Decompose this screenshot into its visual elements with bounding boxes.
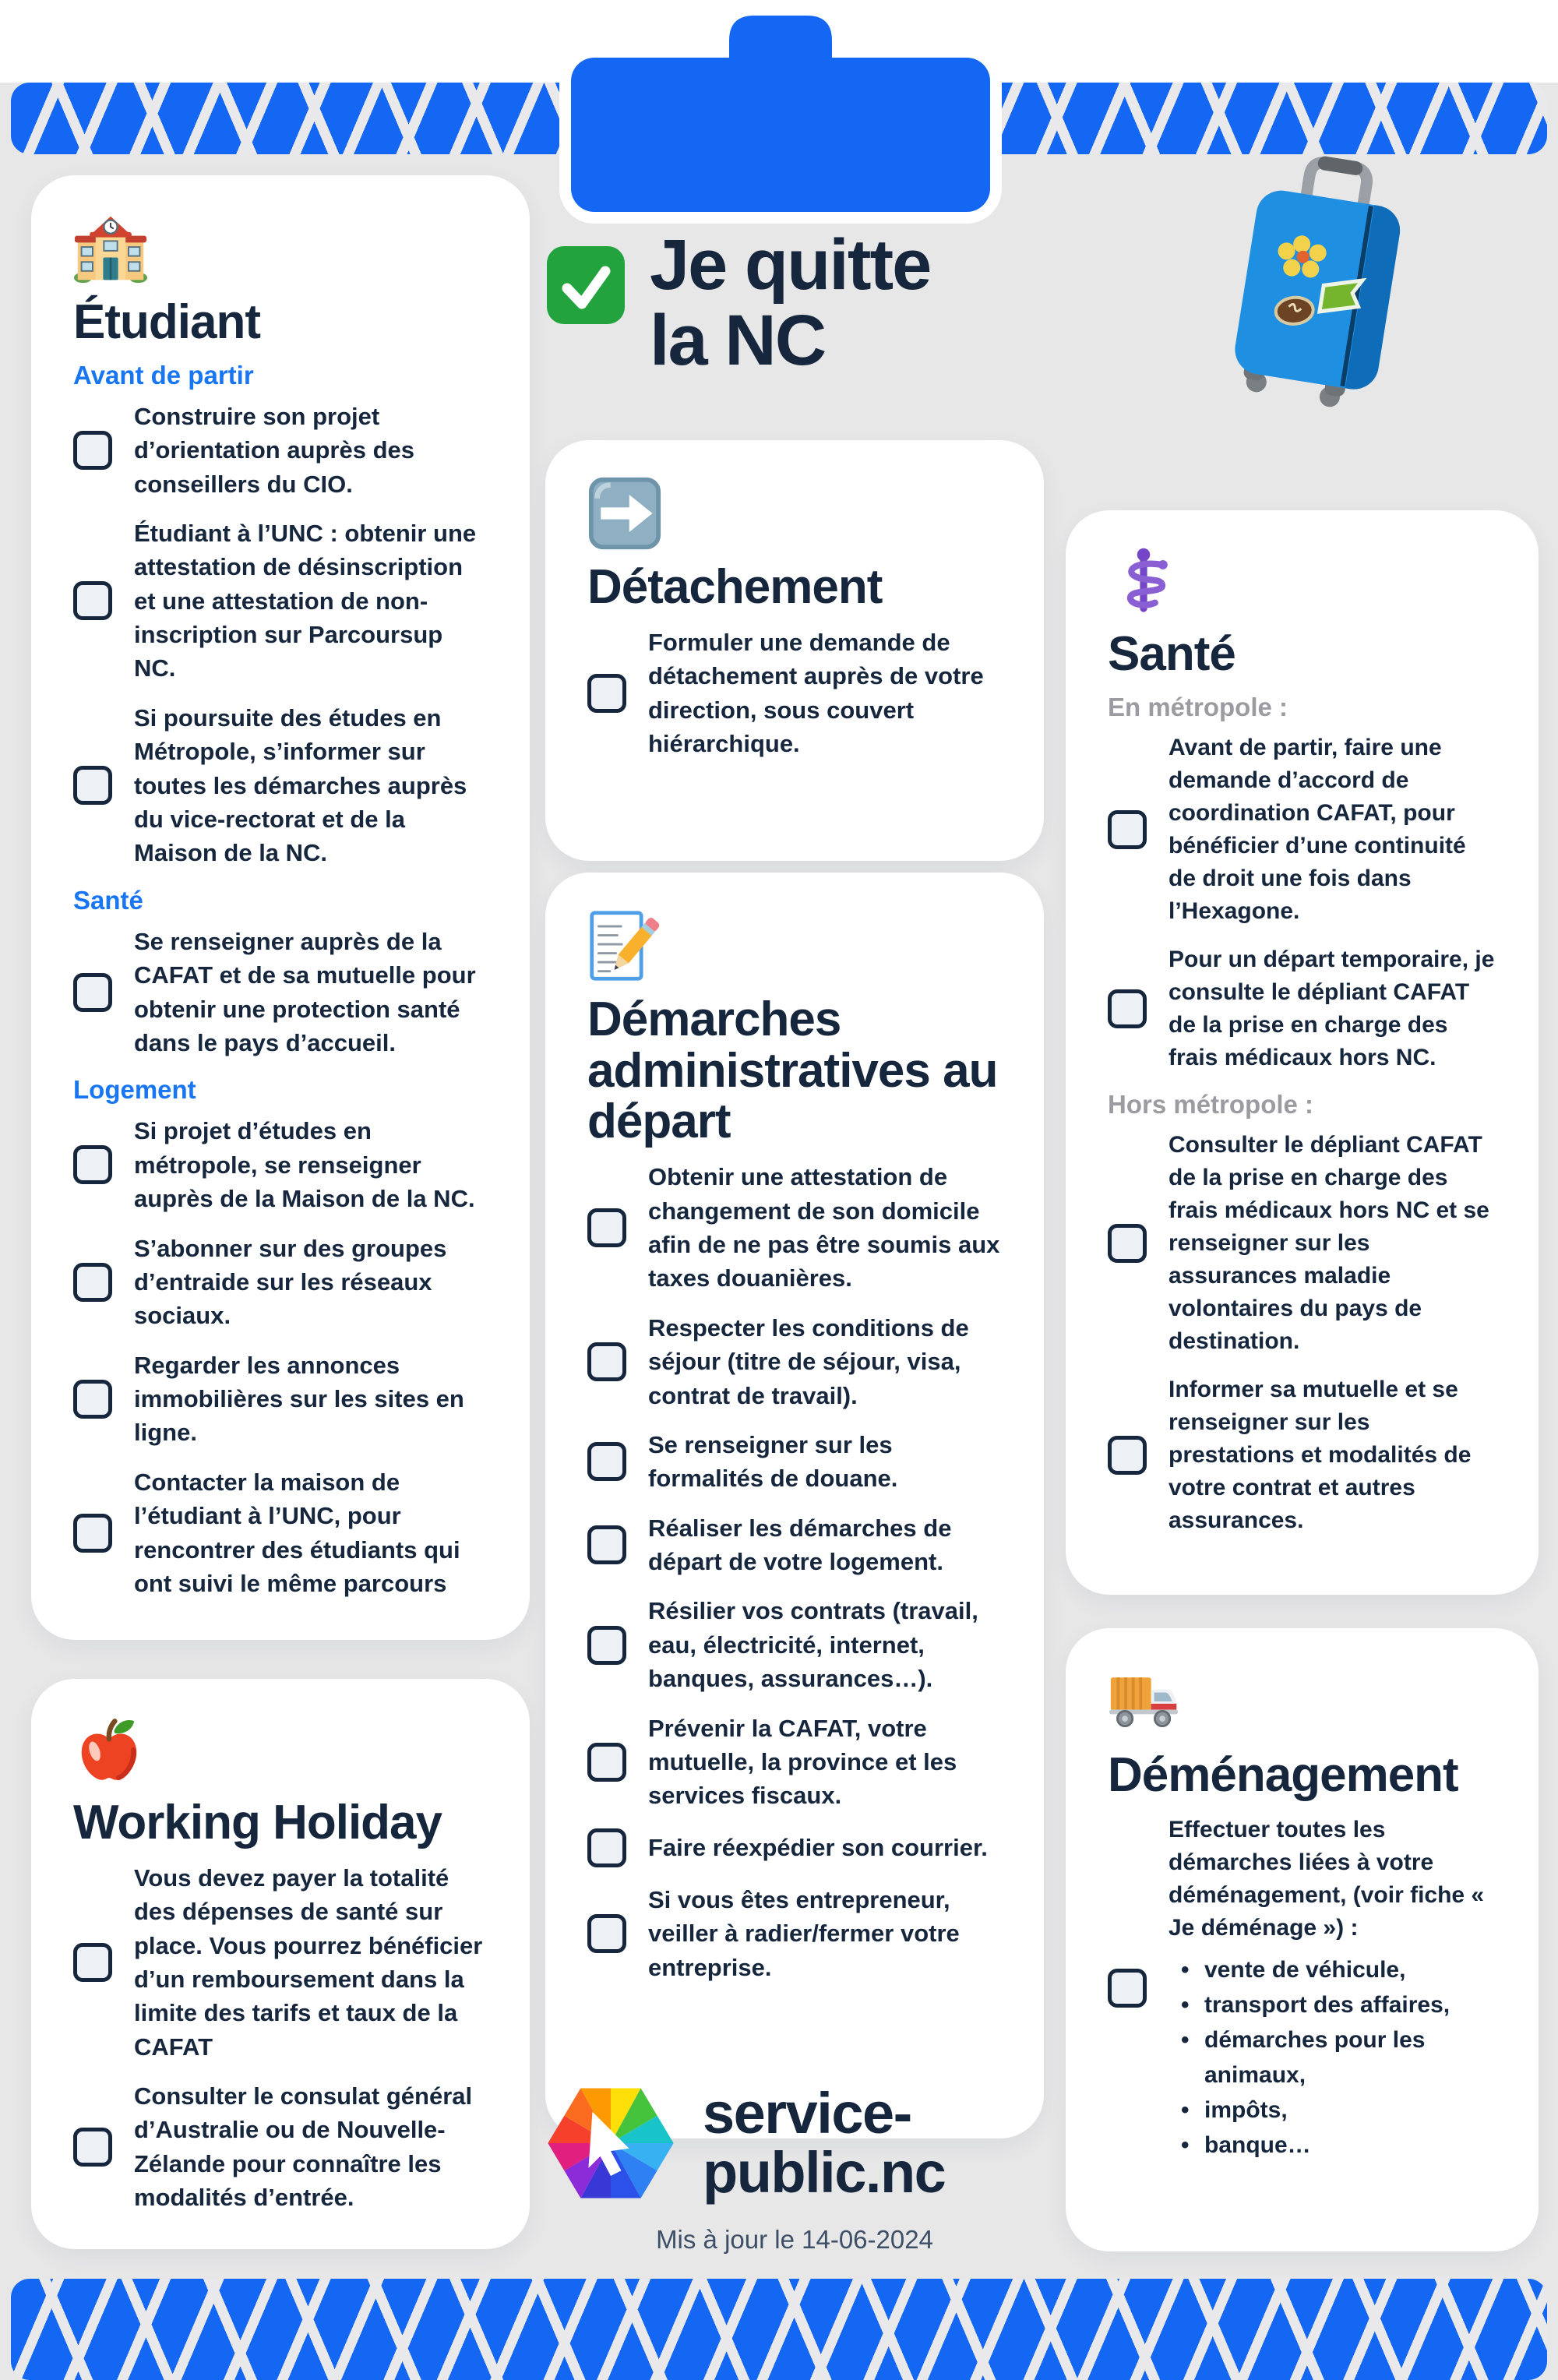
- logo-hexagon-cursor-icon: [545, 2074, 676, 2213]
- checkbox[interactable]: [587, 1342, 626, 1381]
- checkbox[interactable]: [1108, 989, 1147, 1028]
- checkbox[interactable]: [587, 1743, 626, 1782]
- item-body: [1168, 1814, 1496, 2163]
- item-text: Étudiant à l’UNC : obtenir une attestation de désinscription et une attestation de non-inscription sur Parcoursup NC.: [134, 519, 477, 682]
- checklist-item: [587, 1594, 1002, 1695]
- bullet-list: [1168, 1952, 1496, 2163]
- bullet-item: • banque…: [1168, 2128, 1496, 2163]
- item-text: Contacter la maison de l’étudiant à l’UNC, pour rencontrer des étudiants qui ont suivi le même parcours: [134, 1468, 460, 1598]
- checklist-item: [587, 1712, 1002, 1813]
- checkbox[interactable]: [73, 1380, 112, 1419]
- section-label-logement: Logement: [73, 1075, 196, 1105]
- checkbox[interactable]: [587, 1828, 626, 1867]
- checkbox[interactable]: [587, 1525, 626, 1564]
- checklist-item: [587, 1511, 1002, 1579]
- checkbox[interactable]: [73, 766, 112, 805]
- item-text: Se renseigner sur les formalités de douane.: [648, 1430, 898, 1493]
- checklist-item: [587, 1428, 1002, 1496]
- card-title: Détachement: [587, 560, 883, 614]
- item-text: Prévenir la CAFAT, votre mutuelle, la province et les services fiscaux.: [648, 1714, 957, 1810]
- checkbox[interactable]: [1108, 1436, 1147, 1475]
- item-text: Se renseigner auprès de la CAFAT et de sa mutuelle pour obtenir une protection santé dans le pays d’accueil.: [134, 927, 476, 1056]
- truck-icon: [1108, 1664, 1496, 1739]
- page-header: [545, 227, 1044, 378]
- section-label-hors-metropole: Hors métropole :: [1108, 1089, 1314, 1119]
- header-tab: [559, 3, 1003, 225]
- card-working-holiday: [31, 1679, 530, 2249]
- checkbox[interactable]: [587, 1626, 626, 1665]
- card-title: Working Holiday: [73, 1796, 442, 1849]
- item-text: Formuler une demande de détachement auprès de votre direction, sous couvert hiérarchique.: [648, 628, 984, 757]
- checkbox[interactable]: [73, 1263, 112, 1302]
- item-text: Construire son projet d’orientation auprès des conseillers du CIO.: [134, 402, 415, 498]
- checklist-item: [587, 1311, 1002, 1412]
- card-title: Déménagement: [1108, 1748, 1458, 1802]
- checklist-item: [73, 701, 488, 870]
- item-text: Faire réexpédier son courrier.: [648, 1834, 988, 1862]
- checklist-item: [73, 1232, 488, 1333]
- item-text: Informer sa mutuelle et se renseigner sur les prestations et modalités de votre contrat et autres assurances.: [1168, 1376, 1472, 1533]
- logo-wordmark: [703, 2080, 946, 2205]
- checklist-item: [1108, 1129, 1496, 1358]
- checklist-item: [1108, 943, 1496, 1074]
- logo-wordmark-line1: service-: [703, 2080, 911, 2146]
- bullet-item: • impôts,: [1168, 2093, 1496, 2128]
- school-icon: [73, 211, 488, 286]
- checklist-item: [1108, 732, 1496, 928]
- item-text: Regarder les annonces immobilières sur les sites en ligne.: [134, 1351, 464, 1447]
- item-text: Si poursuite des études en Métropole, s’informer sur toutes les démarches auprès du vice-rectorat et de la Maison de la NC.: [134, 703, 467, 867]
- item-text: Résilier vos contrats (travail, eau, électricité, internet, banques, assurances…).: [648, 1597, 978, 1693]
- checklist-item: [587, 1828, 1002, 1867]
- item-text: Avant de partir, faire une demande d’accord de coordination CAFAT, pour bénéficier d’une continuité de droit une fois dans l’Hexagone.: [1168, 734, 1466, 924]
- checklist-item: [73, 1349, 488, 1450]
- checkbox[interactable]: [73, 1514, 112, 1553]
- suitcase-illustration-icon: [1200, 133, 1445, 420]
- footer-logo: [545, 2074, 1044, 2213]
- updated-date: Mis à jour le 14-06-2024: [656, 2225, 933, 2254]
- page-title-line2: la NC: [650, 300, 826, 380]
- card-demenagement: [1066, 1628, 1539, 2251]
- checklist-item: [73, 1114, 488, 1215]
- checklist-item: [587, 1883, 1002, 1984]
- checklist-item: [73, 1861, 488, 2064]
- bottom-ribbon: [11, 2279, 1547, 2380]
- item-text: S’abonner sur des groupes d’entraide sur les réseaux sociaux.: [134, 1234, 447, 1330]
- card-title: Étudiant: [73, 295, 260, 349]
- checkbox[interactable]: [1108, 810, 1147, 849]
- checkbox[interactable]: [587, 1208, 626, 1247]
- card-sante: [1066, 510, 1539, 1595]
- page-title: [650, 227, 930, 378]
- checklist-item: [587, 626, 1002, 761]
- right-arrow-icon: [587, 476, 1002, 551]
- memo-pencil-icon: [587, 908, 1002, 983]
- card-title: Santé: [1108, 627, 1235, 681]
- section-label-en-metropole: En métropole :: [1108, 692, 1288, 721]
- item-text: Respecter les conditions de séjour (titre de séjour, visa, contrat de travail).: [648, 1313, 969, 1409]
- item-text: Consulter le dépliant CAFAT de la prise en charge des frais médicaux hors NC et se renseigner sur les assurances maladie volontaires du pays de destination.: [1168, 1131, 1489, 1354]
- card-etudiant: [31, 175, 530, 1640]
- checklist-item: [73, 925, 488, 1060]
- bullet-item: • démarches pour les animaux,: [1168, 2022, 1496, 2093]
- card-title: Démarches administratives au départ: [587, 993, 998, 1149]
- checklist-item: [73, 1465, 488, 1601]
- checklist-item: [587, 1160, 1002, 1296]
- item-text: Vous devez payer la totalité des dépenses de santé sur place. Vous pourrez bénéficier d’un remboursement dans la limite des tarifs et taux de la CAFAT: [134, 1863, 483, 2061]
- item-text: Consulter le consulat général d’Australie ou de Nouvelle-Zélande pour connaître les modalités d’entrée.: [134, 2082, 473, 2212]
- card-demarches: [545, 873, 1044, 2138]
- checkbox[interactable]: [587, 674, 626, 713]
- item-text: Obtenir une attestation de changement de son domicile afin de ne pas être soumis aux taxes douanières.: [648, 1163, 1000, 1292]
- card-detachement: [545, 440, 1044, 861]
- item-text: Si projet d’études en métropole, se renseigner auprès de la Maison de la NC.: [134, 1117, 475, 1213]
- page-title-line1: Je quitte: [650, 225, 931, 305]
- checklist-item: [73, 400, 488, 501]
- checklist-item: [1108, 1814, 1496, 2163]
- item-text: Effectuer toutes les démarches liées à votre déménagement, (voir fiche « Je déménage ») :: [1168, 1816, 1485, 1941]
- apple-icon: [73, 1715, 488, 1786]
- logo-wordmark-line2: public.nc: [703, 2140, 946, 2205]
- checkbox[interactable]: [73, 1943, 112, 1982]
- checkbox[interactable]: [73, 1145, 112, 1184]
- checkbox[interactable]: [1108, 1224, 1147, 1263]
- section-label-sante: Santé: [73, 885, 143, 915]
- checkbox[interactable]: [73, 2128, 112, 2167]
- bullet-item: • transport des affaires,: [1168, 1987, 1496, 2022]
- checklist-item: [73, 517, 488, 686]
- checkbox[interactable]: [587, 1914, 626, 1953]
- item-text: Si vous êtes entrepreneur, veiller à radier/fermer votre entreprise.: [648, 1885, 960, 1981]
- item-text: Réaliser les démarches de départ de votre logement.: [648, 1514, 952, 1576]
- checklist-item: [73, 2079, 488, 2215]
- bullet-item: • vente de véhicule,: [1168, 1952, 1496, 1987]
- green-check-icon: [545, 245, 626, 330]
- checklist-item: [1108, 1373, 1496, 1537]
- checkbox[interactable]: [73, 581, 112, 620]
- checkbox[interactable]: [73, 973, 112, 1012]
- checkbox[interactable]: [587, 1442, 626, 1481]
- checkbox[interactable]: [73, 431, 112, 470]
- section-label-avant-de-partir: Avant de partir: [73, 360, 254, 390]
- medical-staff-icon: [1108, 546, 1496, 618]
- checkbox[interactable]: [1108, 1969, 1147, 2008]
- item-text: Pour un départ temporaire, je consulte le dépliant CAFAT de la prise en charge des frais médicaux hors NC.: [1168, 946, 1495, 1070]
